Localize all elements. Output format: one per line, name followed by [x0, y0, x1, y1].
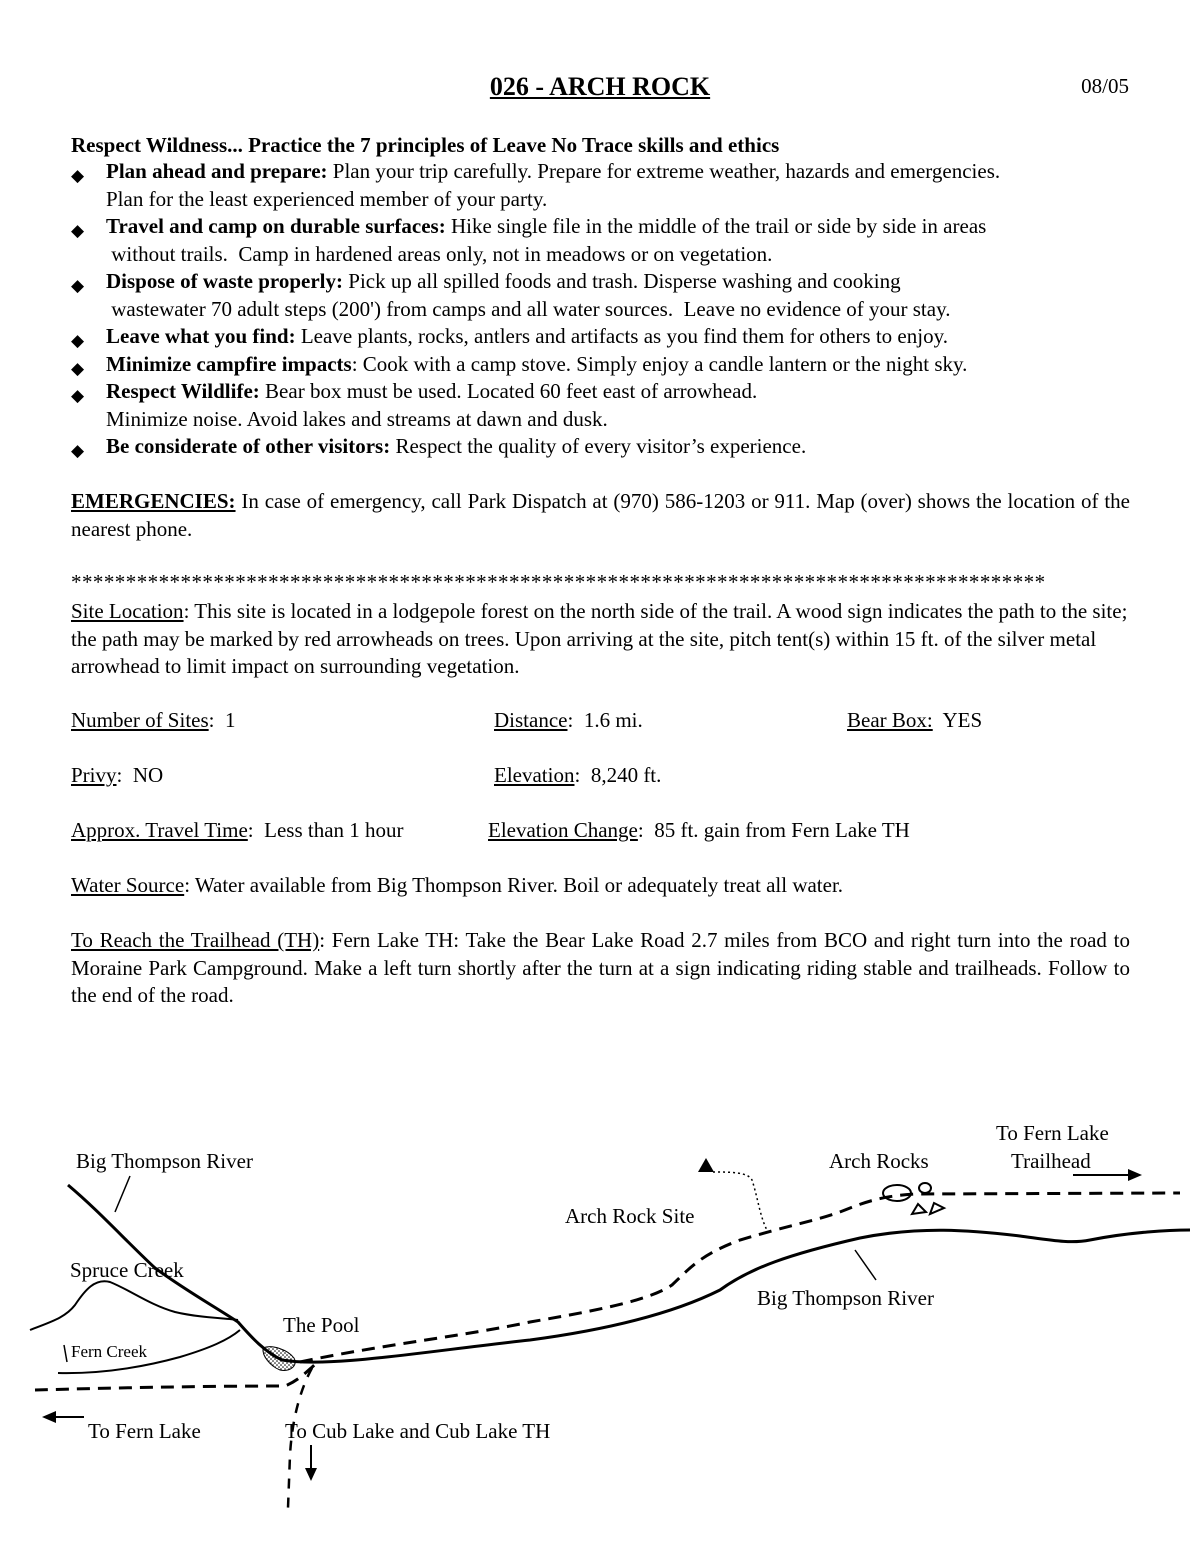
privy [71, 763, 163, 788]
map-label-to-fern-lake: To Fern Lake [88, 1419, 201, 1443]
reach-trailhead-paragraph [71, 927, 1130, 1010]
distance [494, 708, 643, 733]
arch-rocks-icon [883, 1183, 944, 1214]
principle-text: : Cook with a camp stove. Simply enjoy a candle lantern or the night sky. [351, 351, 968, 376]
diamond-bullet-icon: ◆ [71, 358, 85, 378]
the-pool-icon [263, 1347, 295, 1371]
diamond-bullet-icon: ◆ [71, 166, 85, 185]
fact-label: Bear Box: [847, 708, 933, 732]
water-source-label: Water Source [71, 873, 185, 897]
fact-value: YES [932, 708, 983, 732]
principle-text: Leave plants, rocks, antlers and artifacts as you find them for others to enjoy. [295, 324, 948, 348]
list-item [71, 158, 1151, 213]
principle-name: Travel and camp on durable surfaces: [106, 214, 446, 238]
principle-name: Minimize campfire impacts [106, 351, 352, 376]
map-label-arch-rock-site: Arch Rock Site [565, 1204, 695, 1228]
leader-line [855, 1250, 876, 1280]
principle-name: Plan ahead and prepare: [106, 159, 328, 183]
map-label-big-thompson-lower: Big Thompson River [757, 1286, 934, 1310]
fact-value: : 85 ft. gain from Fern Lake TH [637, 818, 910, 842]
leader-line [64, 1345, 67, 1362]
number-of-sites [71, 708, 236, 733]
water-source-paragraph [71, 872, 843, 900]
elevation [494, 763, 661, 788]
revision-date: 08/05 [1081, 74, 1129, 98]
arch-rock-site-spur [713, 1172, 768, 1232]
leader-line [115, 1176, 130, 1212]
down-arrow-icon [305, 1445, 317, 1481]
list-item [71, 433, 1151, 461]
principle-text: Hike single file in the middle of the trail or side by side in areas [445, 214, 987, 238]
emergencies-paragraph [71, 488, 1130, 543]
lnt-principles-list [71, 158, 1151, 461]
diamond-bullet-icon: ◆ [71, 386, 85, 405]
diamond-bullet-icon: ◆ [71, 441, 85, 460]
map-label-to-cub-lake: To Cub Lake and Cub Lake TH [285, 1419, 551, 1443]
principle-text: Bear box must be used. Located 60 feet east of arrowhead. [259, 379, 758, 403]
diamond-bullet-icon: ◆ [71, 221, 85, 240]
map-label-fern-creek: Fern Creek [71, 1342, 148, 1361]
fact-label: Distance [494, 708, 568, 732]
separator-line: ***************************************************************************************** [71, 570, 1046, 594]
spruce-creek-line [30, 1281, 238, 1330]
emergencies-label: EMERGENCIES: [71, 489, 236, 513]
reach-trailhead-label: To Reach the Trailhead (TH) [71, 928, 320, 952]
principle-name: Dispose of waste properly: [106, 269, 344, 293]
principle-text-continued: Minimize noise. Avoid lakes and streams at dawn and dusk. [106, 406, 608, 431]
diamond-bullet-icon: ◆ [71, 276, 85, 295]
emergencies-text: In case of emergency, call Park Dispatch at (970) 586-1203 or 911. Map (over) shows the location of the nearest phone. [71, 489, 1130, 541]
trail-map [0, 1110, 1200, 1530]
site-location-paragraph [71, 598, 1130, 681]
fact-value: : 1 [208, 708, 236, 732]
fact-value: : 8,240 ft. [574, 763, 662, 787]
fact-label: Approx. Travel Time [71, 818, 248, 842]
left-arrow-icon [42, 1411, 84, 1423]
principle-name: Respect Wildlife: [106, 379, 260, 403]
lnt-heading: Respect Wildness... Practice the 7 principles of Leave No Trace skills and ethics [71, 133, 780, 157]
fact-label: Number of Sites [71, 708, 209, 732]
principle-text-continued: Plan for the least experienced member of your party. [106, 186, 548, 211]
fact-value: : 1.6 mi. [567, 708, 643, 732]
elevation-change [488, 818, 910, 843]
campsite-arrowhead-icon [698, 1158, 714, 1172]
site-location-label: Site Location [71, 599, 184, 623]
map-label-to-trailhead-line2: Trailhead [1011, 1149, 1091, 1173]
principle-name: Leave what you find: [106, 324, 296, 348]
principle-name: Be considerate of other visitors: [106, 434, 391, 458]
diamond-bullet-icon: ◆ [71, 331, 85, 350]
page-title: 026 - ARCH ROCK [489, 72, 711, 101]
list-item [71, 268, 1151, 323]
travel-time [71, 818, 404, 843]
fact-value: : Less than 1 hour [247, 818, 404, 842]
principle-text: Respect the quality of every visitor’s experience. [390, 434, 807, 458]
fact-label: Elevation [494, 763, 575, 787]
principle-text: Pick up all spilled foods and trash. Disperse washing and cooking [343, 269, 901, 293]
principle-text-continued: wastewater 70 adult steps (200') from camps and all water sources. Leave no evidence of your stay. [106, 296, 951, 321]
principle-text-continued: without trails. Camp in hardened areas only, not in meadows or on vegetation. [106, 241, 773, 266]
fact-value: : NO [116, 763, 164, 787]
principle-text: Plan your trip carefully. Prepare for extreme weather, hazards and emergencies. [327, 159, 1001, 183]
map-label-arch-rocks: Arch Rocks [829, 1149, 929, 1173]
map-label-to-trailhead-line1: To Fern Lake [996, 1121, 1109, 1145]
fact-label: Elevation Change [488, 818, 638, 842]
site-location-text: : This site is located in a lodgepole forest on the north side of the trail. A wood sign indicates the path to the site; the path may be marked by red arrowheads on trees. Upon arriving at the site, pitch tent(s) within 15 ft. of the silver metal arrowhead to limit impact on surrounding vegetation. [71, 599, 1128, 678]
list-item [71, 378, 1151, 433]
reach-trailhead-text: : Fern Lake TH: Take the Bear Lake Road 2.7 miles from BCO and right turn into the road to Moraine Park Campground. Make a left turn shortly after the turn at a sign indicating riding stable and trailheads. Follow to the end of the road. [71, 928, 1130, 1007]
list-item [71, 323, 1151, 351]
list-item [71, 213, 1151, 268]
fact-label: Privy [71, 763, 117, 787]
bear-box [847, 708, 982, 733]
map-label-the-pool: The Pool [283, 1313, 360, 1337]
list-item [71, 351, 1151, 379]
water-source-text: : Water available from Big Thompson River. Boil or adequately treat all water. [184, 873, 844, 897]
map-label-spruce-creek: Spruce Creek [70, 1258, 184, 1282]
map-label-big-thompson-upper: Big Thompson River [76, 1149, 253, 1173]
